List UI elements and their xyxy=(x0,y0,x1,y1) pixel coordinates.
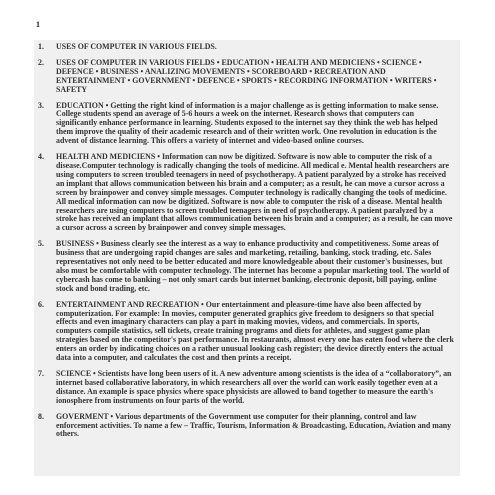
document-body xyxy=(34,40,460,476)
list-item xyxy=(38,240,456,293)
list-item xyxy=(38,153,456,233)
list-item-number: 1. xyxy=(38,42,44,51)
list-item-number: 5. xyxy=(38,239,44,249)
list-item xyxy=(38,59,456,95)
page-number: 1 xyxy=(36,20,40,29)
list-item-text: USES OF COMPUTER IN VARIOUS FIELDS • EDUCATION • HEALTH AND MEDICIENS • SCIENCE • DEFENCE • BUSINESS • ANALIZING MOVEMENTS • SCOREBOARD • RECREATION AND ENTERTAINMENT • GOVERNMENT • DEFENCE • SPORTS • RECORDING INFORMATION • WRITERS • SAFETY xyxy=(56,57,437,94)
list-item xyxy=(38,102,456,147)
list-item xyxy=(38,413,456,440)
list-item xyxy=(38,43,456,52)
list-item xyxy=(38,370,456,406)
list-item-text: BUSINESS • Business clearly see the interest as a way to enhance productivity and competitiveness. Some areas of business that are undergoing rapid changes are sales and marketing, retailing, banking, stock trading, etc. Sales representatives not only need to be better educated and more knowledgeable about their customer's businesses, but also must be comfortable with computer technology. The internet has become a popular marketing tool. The world of cybercash has come to banking – not only smart cards but internet banking, electronic deposit, bill paying, online stock and bond trading, etc. xyxy=(56,239,450,293)
list-item xyxy=(38,301,456,363)
list-item-text: SCIENCE • Scientists have long been users of it. A new adventure among scientists is the idea of a “collaboratory”, an internet based collaborative laboratory, in which researchers all over the world can work easily together even at a distance. An example is space physics where space physicists are allowed to band together to measure the earth's ionosphere from instruments on four parts of the world. xyxy=(56,369,452,405)
list-item-text: GOVERMENT • Various departments of the Government use computer for their planning, control and law enforcement activities. To name a few – Traffic, Tourism, Information & Broadcasting, Education, Aviation and many others. xyxy=(56,411,452,439)
list-item-text: EDUCATION • Getting the right kind of information is a major challenge as is getting information to make sense. College students spend an average of 5-6 hours a week on the internet. Research shows that computers can significantly enhance performance in learning. Students exposed to the internet say they think the web has helped them improve the quality of their academic research and of their written work. One revolution in education is the advent of distance learning. This offers a variety of internet and video-based online courses. xyxy=(56,100,439,146)
list-item-number: 2. xyxy=(38,57,44,67)
list-item-number: 8. xyxy=(38,411,44,421)
list-item-text: USES OF COMPUTER IN VARIOUS FIELDS. xyxy=(56,42,217,51)
numbered-list xyxy=(34,40,460,439)
list-item-text: ENTERTAINMENT AND RECREATION • Our entertainment and pleasure-time have also been affected by computerization. For example: In movies, computer generated graphics give freedom to designers so that special effects and even imaginary characters can play a part in making movies, videos, and commercials. In sports, computers compile statistics, sell tickets, create training programs and diets for athletes, and suggest game plan strategies based on the competitor's past performance. In restaurants, almost every one has eaten food where the clerk enters an order by indicating choices on a rather unusual looking cash register; the device directly enters the actual data into a computer, and calculates the cost and then prints a receipt. xyxy=(56,299,454,363)
list-item-number: 3. xyxy=(38,100,44,110)
list-item-text: HEALTH AND MEDICIENS • Information can now be digitized. Software is now able to computer the risk of a disease.Computer technology is radically changing the tools of medicine. All medical e. Mental health researchers are using computers to screen troubled teenagers in need of psychotherapy. A patient paralyzed by a stroke has received an implant that allows communication between his brain and a computer; as a result, he can move a cursor across a screen by brainpower and convey simple messages. Computer technology is radically changing the tools of medicine. All medical information can now be digitized. Software is now able to computer the risk of a disease. Mental health researchers are using computers to screen troubled teenagers in need of psychotherapy. A patient paralyzed by a stroke has received an implant that allows communication between his brain and a computer; as a result, he can move a cursor across a screen by brainpower and convey simple messages. xyxy=(56,152,453,233)
list-item-number: 7. xyxy=(38,369,44,378)
list-item-number: 4. xyxy=(38,152,44,162)
list-item-number: 6. xyxy=(38,299,44,309)
